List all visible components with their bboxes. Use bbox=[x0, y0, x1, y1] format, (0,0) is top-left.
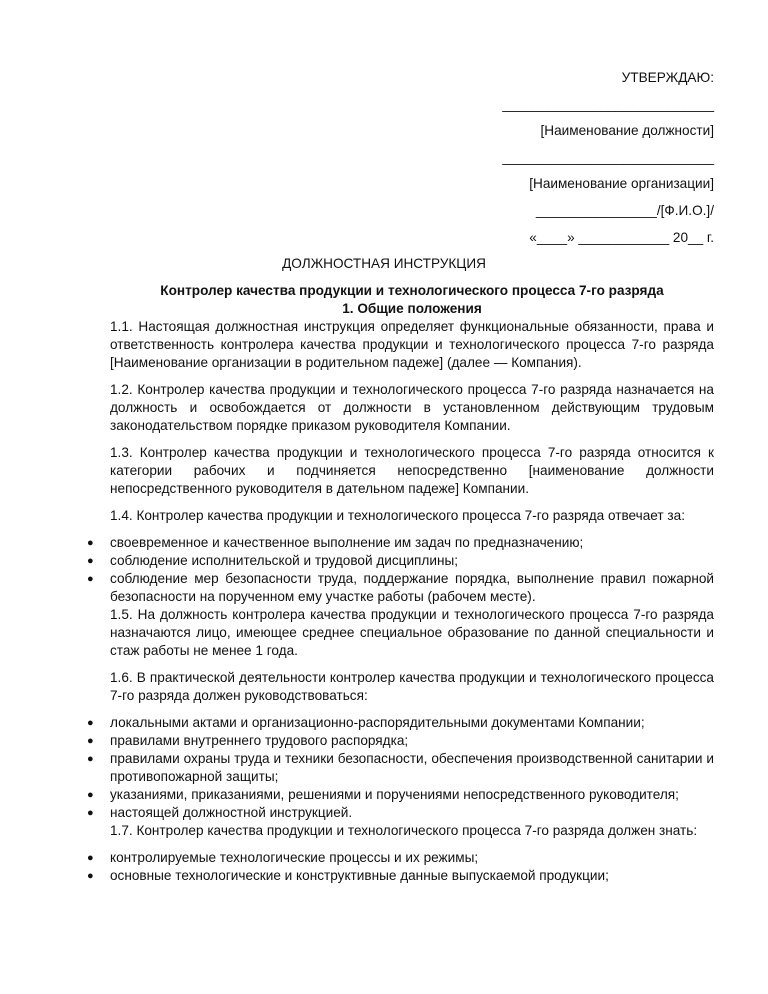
approval-date: «____» ____________ 20__ г. bbox=[529, 230, 714, 245]
list-item: ● соблюдение исполнительской и трудовой дисциплины; bbox=[87, 553, 458, 568]
bullet-icon: ● bbox=[87, 717, 94, 729]
list-item: ● настоящей должностной инструкцией. bbox=[87, 805, 353, 820]
list-1-7 bbox=[87, 849, 714, 885]
list-item: ● своевременное и качественное выполнение им задач по предназначению; bbox=[87, 535, 584, 550]
list-item: ● контролируемые технологические процессы и их режимы; bbox=[87, 850, 479, 865]
paragraph-1-3: 1.3. Контролер качества продукции и технологического процесса 7-го разряда относится к категории рабочих и подчиняется непосредственно [наименование должности непосредственного руководителя в дательном падеже] Компании. bbox=[110, 445, 714, 496]
paragraph-1-1: 1.1. Настоящая должностная инструкция определяет функциональные обязанности, права и ответственность контролера качества продукции и технологического процесса 7-го разряда [Наименование организации в родительном падеже] (далее — Компания). bbox=[110, 319, 714, 370]
approval-organization: [Наименование организации] bbox=[529, 176, 714, 191]
bullet-icon: ● bbox=[87, 753, 94, 765]
bullet-icon: ● bbox=[87, 537, 94, 549]
bullet-icon: ● bbox=[87, 555, 94, 567]
list-item: ● локальными актами и организационно-распорядительными документами Компании; bbox=[87, 715, 645, 730]
bullet-icon: ● bbox=[87, 807, 94, 819]
list-item: ● указаниями, приказаниями, решениями и поручениями непосредственного руководителя; bbox=[87, 787, 679, 802]
list-item: ● соблюдение мер безопасности труда, поддержание порядка, выполнение правил пожарной безопасности на порученном ему участке работы (рабочем месте). bbox=[87, 571, 714, 604]
paragraph-1-6: 1.6. В практической деятельности контролер качества продукции и технологического процесса 7-го разряда должен руководствоваться: bbox=[110, 670, 714, 703]
approval-signature-line: ____________________________ bbox=[502, 97, 714, 112]
bullet-icon: ● bbox=[87, 852, 94, 864]
list-item: ● основные технологические и конструктивные данные выпускаемой продукции; bbox=[87, 868, 609, 883]
approval-position: [Наименование должности] bbox=[540, 123, 714, 138]
list-1-6 bbox=[87, 714, 714, 822]
bullet-icon: ● bbox=[87, 573, 94, 585]
list-item: ● правилами внутреннего трудового распорядка; bbox=[87, 733, 409, 748]
paragraph-1-4: 1.4. Контролер качества продукции и технологического процесса 7-го разряда отвечает за: bbox=[110, 508, 685, 523]
paragraph-1-7: 1.7. Контролер качества продукции и технологического процесса 7-го разряда должен знать: bbox=[110, 823, 698, 838]
approval-org-line: ____________________________ bbox=[502, 150, 714, 165]
section-heading: 1. Общие положения bbox=[342, 301, 482, 316]
bullet-icon: ● bbox=[87, 735, 94, 747]
paragraph-1-2: 1.2. Контролер качества продукции и технологического процесса 7-го разряда назначается на должность и освобождается от должности в установленном действующим трудовым законодательством порядке приказом руководителя Компании. bbox=[110, 382, 714, 433]
list-1-4 bbox=[87, 534, 714, 606]
approval-heading: УТВЕРЖДАЮ: bbox=[621, 70, 714, 85]
document-body bbox=[87, 282, 714, 885]
document-title: ДОЛЖНОСТНАЯ ИНСТРУКЦИЯ bbox=[282, 256, 486, 271]
paragraph-1-5: 1.5. На должность контролера качества продукции и технологического процесса 7-го разряда назначаются лицо, имеющее среднее специальное образование по данной специальности и стаж работы не менее 1 года. bbox=[110, 607, 714, 658]
document-subtitle: Контролер качества продукции и технологического процесса 7-го разряда bbox=[160, 283, 664, 298]
approval-signature: ________________/[Ф.И.О.]/ bbox=[535, 203, 714, 218]
list-item: ● правилами охраны труда и техники безопасности, обеспечения производственной санитарии и противопожарной защиты; bbox=[87, 751, 714, 784]
bullet-icon: ● bbox=[87, 789, 94, 801]
bullet-icon: ● bbox=[87, 870, 94, 882]
